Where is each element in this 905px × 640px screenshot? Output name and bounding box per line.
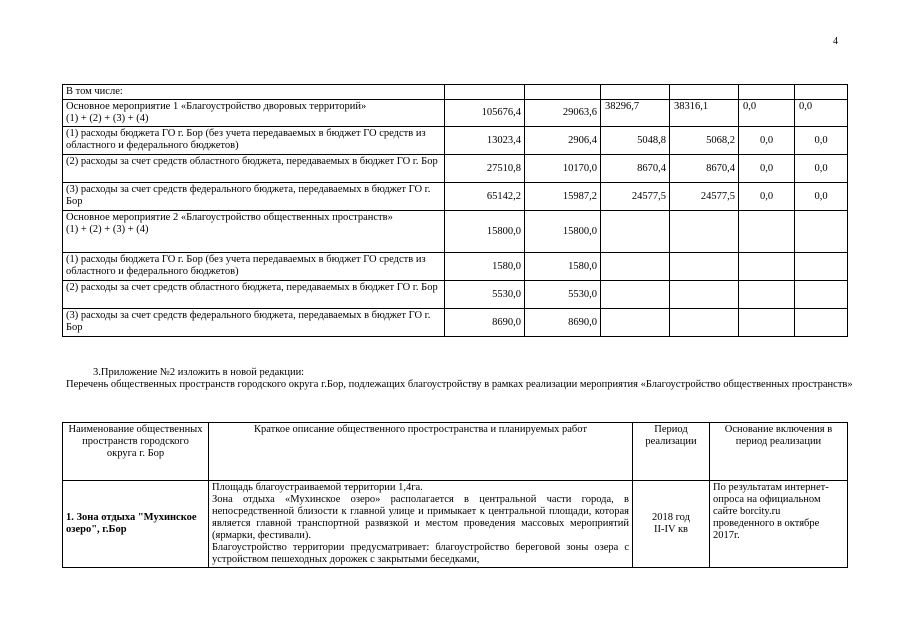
budget-table	[62, 84, 848, 337]
value-cell	[795, 211, 848, 253]
value-cell	[739, 309, 795, 337]
value-cell: 0,0	[739, 100, 795, 127]
value-cell: 0,0	[739, 183, 795, 211]
value-cell: 8690,0	[445, 309, 525, 337]
value-cell: 0,0	[795, 127, 848, 155]
value-cell: 5530,0	[445, 281, 525, 309]
row-label: (2) расходы за счет средств областного бюджета, передаваемых в бюджет ГО г. Бор	[63, 155, 445, 183]
value-cell: 2906,4	[525, 127, 601, 155]
value-cell: 0,0	[795, 100, 848, 127]
value-cell: 27510,8	[445, 155, 525, 183]
table-row	[63, 481, 848, 568]
space-name: 1. Зона отдыха "Мухинское озеро", г.Бор	[63, 481, 209, 568]
value-cell: 0,0	[795, 155, 848, 183]
row-label: (2) расходы за счет средств областного бюджета, передаваемых в бюджет ГО г. Бор	[63, 281, 445, 309]
table-row	[63, 85, 848, 100]
value-cell: 0,0	[795, 183, 848, 211]
table-row	[63, 253, 848, 281]
value-cell	[795, 85, 848, 100]
paragraph-list-title: Перечень общественных пространств городского округа г.Бор, подлежащих благоустройству в рамках реализации мероприятия «Благоустройство общественных пространств»	[66, 379, 853, 390]
header-period: Период реализации	[633, 423, 710, 481]
value-cell	[601, 253, 670, 281]
value-cell: 8670,4	[601, 155, 670, 183]
value-cell: 15800,0	[525, 211, 601, 253]
value-cell	[670, 281, 739, 309]
description-line: Площадь благоустраиваемой территории 1,4га.	[212, 482, 423, 493]
header-name: Наименование общественных пространств городского округа г. Бор	[63, 423, 209, 481]
row-label: В том числе:	[63, 85, 445, 100]
value-cell	[601, 211, 670, 253]
value-cell: 38316,1	[670, 100, 739, 127]
value-cell	[795, 253, 848, 281]
row-label: (3) расходы за счет средств федерального бюджета, передаваемых в бюджет ГО г. Бор	[63, 309, 445, 337]
space-basis: По результатам интернет-опроса на официальном сайте borcity.ru проведенного в октябре 2017г.	[710, 481, 848, 568]
value-cell	[795, 281, 848, 309]
table-row	[63, 100, 848, 127]
value-cell	[739, 281, 795, 309]
table-row	[63, 127, 848, 155]
value-cell	[795, 309, 848, 337]
value-cell: 24577,5	[670, 183, 739, 211]
value-cell: 65142,2	[445, 183, 525, 211]
value-cell	[739, 253, 795, 281]
value-cell	[739, 85, 795, 100]
table-row	[63, 211, 848, 253]
value-cell: 5068,2	[670, 127, 739, 155]
value-cell: 1580,0	[445, 253, 525, 281]
value-cell: 10170,0	[525, 155, 601, 183]
value-cell: 8670,4	[670, 155, 739, 183]
value-cell: 5530,0	[525, 281, 601, 309]
value-cell	[601, 309, 670, 337]
table-row	[63, 309, 848, 337]
row-label: (1) расходы бюджета ГО г. Бор (без учета передаваемых в бюджет ГО средств из областного и федерального бюджетов)	[63, 127, 445, 155]
value-cell: 38296,7	[601, 100, 670, 127]
header-description: Краткое описание общественного простространства и планируемых работ	[209, 423, 633, 481]
value-cell	[525, 85, 601, 100]
value-cell: 29063,6	[525, 100, 601, 127]
value-cell	[601, 85, 670, 100]
value-cell: 0,0	[739, 155, 795, 183]
row-label: (3) расходы за счет средств федерального бюджета, передаваемых в бюджет ГО г. Бор	[63, 183, 445, 211]
description-line: Благоустройство территории предусматривает: благоустройство береговой зоны озера с устройством пешеходных дорожек с закрытыми беседками,	[212, 542, 629, 565]
paragraph-instruction: 3.Приложение №2 изложить в новой редакции:	[93, 367, 305, 378]
row-label: Основное мероприятие 2 «Благоустройство общественных пространств» (1) + (2) + (3) + (4)	[63, 211, 445, 253]
value-cell: 13023,4	[445, 127, 525, 155]
table-row	[63, 155, 848, 183]
public-spaces-table	[62, 422, 848, 568]
space-period: 2018 год II-IV кв	[633, 481, 710, 568]
value-cell: 0,0	[739, 127, 795, 155]
row-label: (1) расходы бюджета ГО г. Бор (без учета передаваемых в бюджет ГО средств из областного и федерального бюджетов)	[63, 253, 445, 281]
description-line: Зона отдыха «Мухинское озеро» располагается в центральной части города, в непосредственной близости к главной улице и примыкает к центральной площади, которая является главной транспортной развязкой и местом проведения массовых мероприятий (ярмарки, фестивали).	[212, 494, 629, 541]
value-cell	[670, 85, 739, 100]
value-cell: 5048,8	[601, 127, 670, 155]
value-cell: 15987,2	[525, 183, 601, 211]
page-number: 4	[833, 36, 838, 47]
header-basis: Основание включения в период реализации	[710, 423, 848, 481]
table-row	[63, 281, 848, 309]
table-header-row	[63, 423, 848, 481]
value-cell: 24577,5	[601, 183, 670, 211]
value-cell: 105676,4	[445, 100, 525, 127]
space-description	[209, 481, 633, 568]
value-cell	[601, 281, 670, 309]
value-cell: 8690,0	[525, 309, 601, 337]
value-cell: 1580,0	[525, 253, 601, 281]
value-cell	[739, 211, 795, 253]
table-row	[63, 183, 848, 211]
value-cell: 15800,0	[445, 211, 525, 253]
value-cell	[445, 85, 525, 100]
value-cell	[670, 211, 739, 253]
value-cell	[670, 253, 739, 281]
row-label: Основное мероприятие 1 «Благоустройство дворовых территорий» (1) + (2) + (3) + (4)	[63, 100, 445, 127]
value-cell	[670, 309, 739, 337]
